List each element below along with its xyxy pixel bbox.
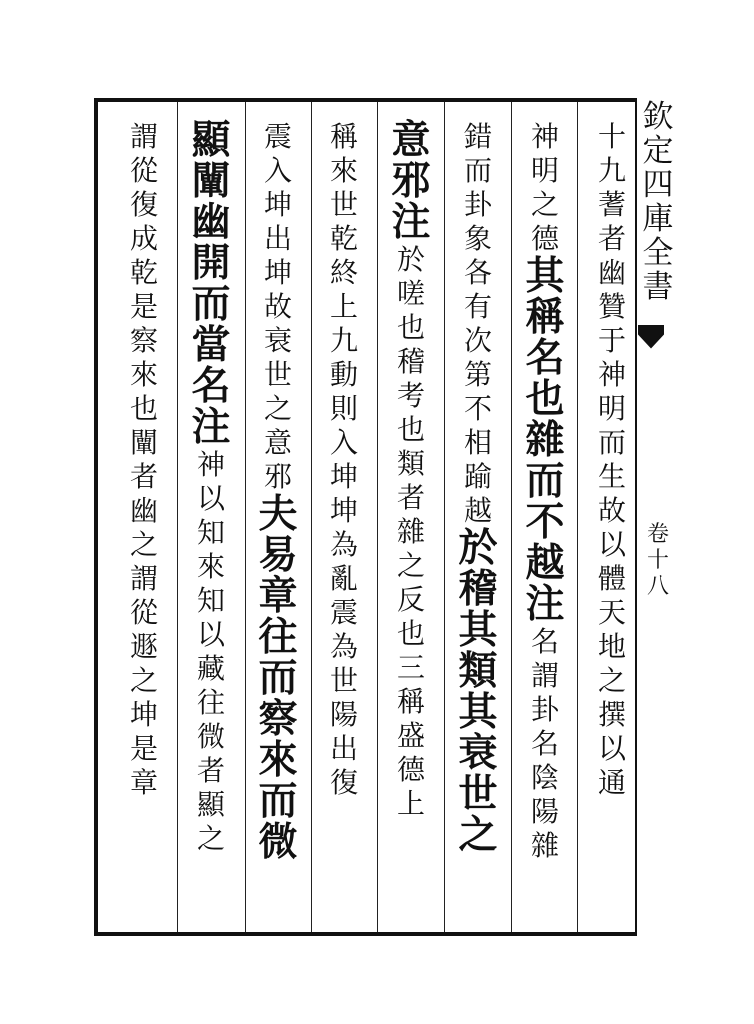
column-2-main-text-2: 其 稱 名 也 雜 而 不 越 注	[525, 253, 565, 627]
column-6-commentary-1: 震 入 坤 出 坤 故 衰 世 之 意 邪	[263, 120, 292, 493]
column-rule	[245, 102, 246, 932]
column-3-main-text-2: 於 稽 其 類 其 衰 世 之	[458, 525, 498, 858]
column-8-commentary-1: 謂 從 復 成 乾 是 察 來 也 闡 者 幽 之 謂 從 遯 之 坤 是 章	[129, 120, 158, 799]
column-rule	[377, 102, 378, 932]
fishtail-mark-icon	[638, 325, 664, 355]
text-frame	[94, 98, 637, 936]
column-7-main-text-1: 顯 闡 幽 開 而 當 名 注	[191, 117, 231, 450]
text-column-8	[116, 120, 172, 800]
text-column-7	[183, 117, 239, 856]
column-3-commentary-1: 錯 而 卦 象 各 有 次 第 不 相 踰 越	[463, 120, 492, 527]
text-column-3	[450, 120, 506, 856]
text-column-5	[316, 120, 372, 800]
column-1-commentary-1: 十 九 蓍 者 幽 贊 于 神 明 而 生 故 以 體 天 地 之 撰 以 通	[597, 120, 626, 799]
column-4-main-text-1: 意 邪 注	[391, 117, 431, 245]
column-rule	[577, 102, 578, 932]
column-rule	[311, 102, 312, 932]
text-column-1	[584, 120, 640, 800]
column-4-commentary-2: 於 嗟 也 稽 考 也 類 者 雜 之 反 也 三 稱 盛 德 上	[396, 243, 425, 820]
column-5-commentary-1: 稱 來 世 乾 終 上 九 動 則 入 坤 坤 為 亂 震 為 世 陽 出 復	[329, 120, 358, 799]
column-2-commentary-3: 名 謂 卦 名 陰 陽 雜	[530, 625, 559, 862]
text-column-4	[383, 117, 439, 821]
column-7-commentary-2: 神 以 知 來 知 以 藏 往 微 者 顯 之	[196, 448, 225, 855]
book-title: 欽 定 四 庫 全 書	[642, 99, 674, 305]
margin-column	[638, 100, 678, 890]
column-2-commentary-1: 神 明 之 德	[530, 120, 559, 255]
column-rule	[444, 102, 445, 932]
volume-number: 卷 十 八	[646, 522, 669, 599]
text-column-6	[250, 120, 306, 863]
column-6-main-text-2: 夫 易 章 往 而 察 來 而 微	[258, 491, 298, 865]
column-rule	[177, 102, 178, 932]
text-column-2	[517, 120, 573, 863]
column-rule	[511, 102, 512, 932]
